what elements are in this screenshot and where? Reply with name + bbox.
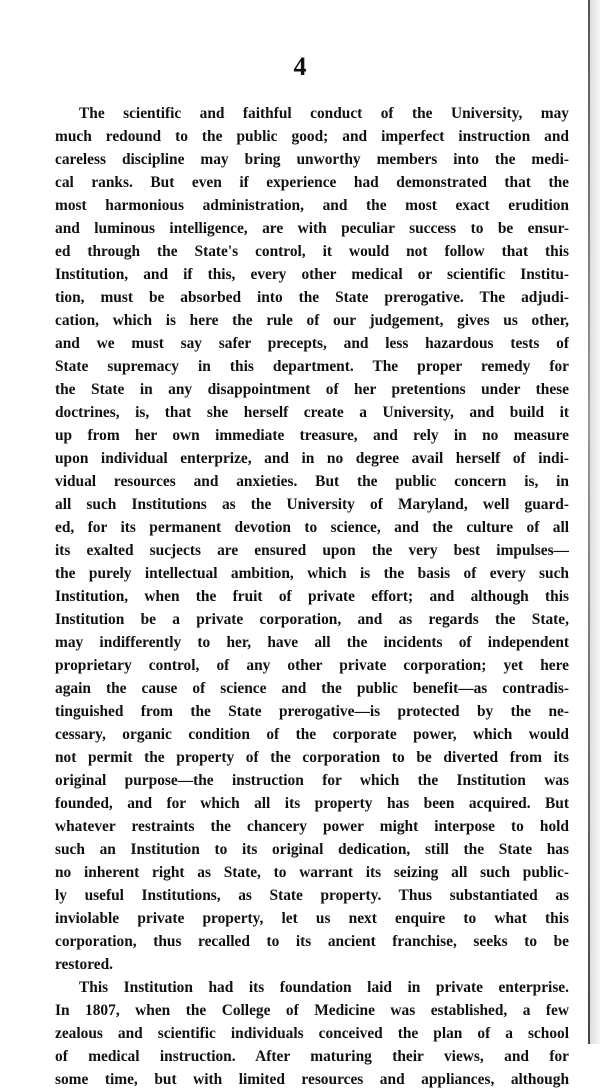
text-line: The scientific and faithful conduct of the University, may	[79, 105, 569, 122]
text-line: such an Institution to its original dedication, still the State has	[55, 841, 569, 858]
text-line: upon individual enterprize, and in no degree avail herself of indi-	[55, 450, 569, 467]
text-line: cal ranks. But even if experience had demonstrated that the	[55, 174, 569, 191]
text-line: State supremacy in this department. The proper remedy for	[55, 358, 569, 375]
text-line: ly useful Institutions, as State property. Thus substantiated as	[55, 887, 569, 904]
text-line: inviolable private property, let us next enquire to what this	[55, 910, 569, 927]
text-line: some time, but with limited resources and appliances, although	[55, 1071, 569, 1088]
text-line: original purpose—the instruction for which the Institution was	[55, 772, 569, 789]
page-binding-shadow	[590, 0, 600, 1044]
text-line: ed through the State's control, it would not follow that this	[55, 243, 569, 260]
text-line: its exalted sucjects are ensured upon the very best impulses—	[55, 542, 569, 559]
text-line: most harmonious administration, and the most exact erudition	[55, 197, 569, 214]
text-line: ed, for its permanent devotion to science, and the culture of all	[55, 519, 569, 536]
text-line: all such Institutions as the University of Maryland, well guard-	[55, 496, 569, 513]
text-line: founded, and for which all its property has been acquired. But	[55, 795, 569, 812]
text-line: zealous and scientific individuals conceived the plan of a school	[55, 1025, 569, 1042]
text-line: In 1807, when the College of Medicine was established, a few	[55, 1002, 569, 1019]
page-binding-edge	[588, 0, 590, 1044]
text-line: whatever restraints the chancery power might interpose to hold	[55, 818, 569, 835]
text-line: corporation, thus recalled to its ancient franchise, seeks to be	[55, 933, 569, 950]
text-line: and luminous intelligence, are with peculiar success to be ensur-	[55, 220, 569, 237]
text-line: This Institution had its foundation laid in private enterprise.	[79, 979, 569, 996]
text-line: of medical instruction. After maturing their views, and for	[55, 1048, 569, 1065]
text-line: careless discipline may bring unworthy members into the medi-	[55, 151, 569, 168]
text-line: Institution be a private corporation, and as regards the State,	[55, 611, 569, 628]
text-line: not permit the property of the corporation to be diverted from its	[55, 749, 569, 766]
text-line: doctrines, is, that she herself create a University, and build it	[55, 404, 569, 421]
text-line: restored.	[55, 956, 113, 973]
page-number: 4	[293, 52, 307, 81]
text-line: tinguished from the State prerogative—is protected by the ne-	[55, 703, 569, 720]
text-line: tion, must be absorbed into the State prerogative. The adjudi-	[55, 289, 569, 306]
text-line: up from her own immediate treasure, and rely in no measure	[55, 427, 569, 444]
text-line: much redound to the public good; and imperfect instruction and	[55, 128, 569, 145]
text-line: Institution, and if this, every other medical or scientific Institu-	[55, 266, 569, 283]
text-line: may indifferently to her, have all the incidents of independent	[55, 634, 569, 651]
text-line: and we must say safer precepts, and less hazardous tests of	[55, 335, 569, 352]
text-line: cessary, organic condition of the corporate power, which would	[55, 726, 569, 743]
text-line: proprietary control, of any other private corporation; yet here	[55, 657, 569, 674]
text-line: cation, which is here the rule of our judgement, gives us other,	[55, 312, 569, 329]
text-line: again the cause of science and the public benefit—as contradis-	[55, 680, 569, 697]
text-line: Institution, when the fruit of private effort; and although this	[55, 588, 569, 605]
text-line: the State in any disappointment of her pretentions under these	[55, 381, 569, 398]
text-line: no inherent right as State, to warrant its seizing all such public-	[55, 864, 569, 881]
text-line: the purely intellectual ambition, which is the basis of every such	[55, 565, 569, 582]
body-text	[55, 102, 569, 1091]
paragraph-1	[55, 102, 569, 976]
paragraph-2	[55, 976, 569, 1091]
text-line: vidual resources and anxieties. But the public concern is, in	[55, 473, 569, 490]
